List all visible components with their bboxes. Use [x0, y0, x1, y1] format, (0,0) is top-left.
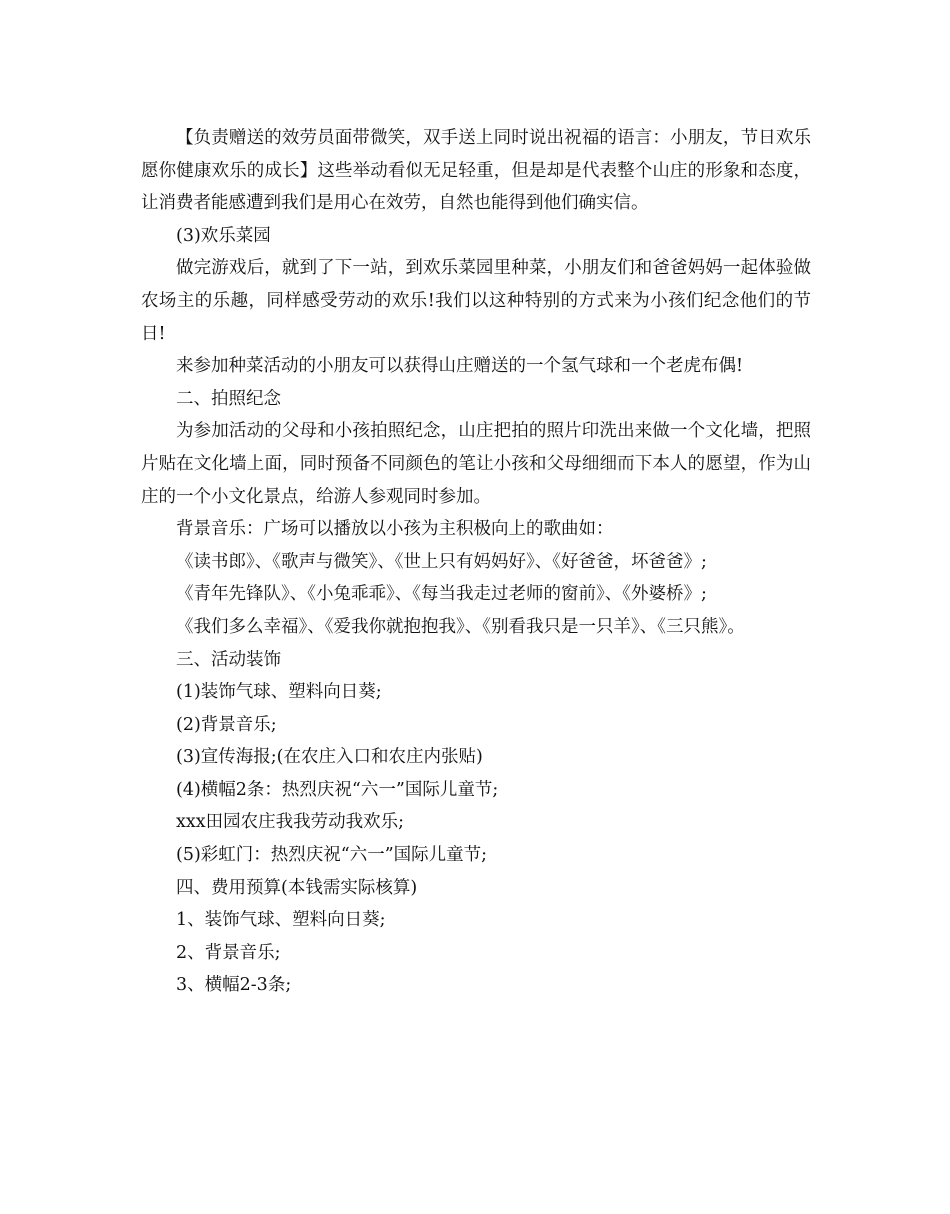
- decoration-item-5: (5)彩虹门：热烈庆祝“六一”国际儿童节;: [176, 845, 488, 866]
- heading-happy-garden: (3)欢乐菜园: [176, 225, 271, 246]
- budget-item-1: 1、装饰气球、塑料向日葵;: [176, 910, 386, 931]
- paragraph-background-music: 背景音乐：广场可以播放以小孩为主积极向上的歌曲如：: [176, 519, 614, 540]
- decoration-item-2: (2)背景音乐;: [176, 714, 277, 735]
- budget-item-3: 3、横幅2-3条;: [176, 975, 292, 996]
- heading-decoration: 三、活动装饰: [176, 649, 281, 670]
- decoration-item-4: (4)横幅2条：热烈庆祝“六一”国际儿童节;: [176, 779, 499, 800]
- song-list-line-2: 《青年先锋队》、《小兔乖乖》、《每当我走过老师的窗前》、《外婆桥》;: [176, 584, 707, 605]
- budget-item-2: 2、背景音乐;: [176, 942, 281, 963]
- document-body: [141, 122, 811, 1002]
- heading-budget: 四、费用预算(本钱需实际核算): [176, 877, 418, 898]
- paragraph-garden-planting: 做完游戏后，就到了下一站，到欢乐菜园里种菜，小朋友们和爸爸妈妈一起体验做农场主的乐趣，同样感受劳动的欢乐!我们以这种特别的方式来为小孩们纪念他们的节日!: [141, 258, 811, 344]
- heading-photo-memory: 二、拍照纪念: [176, 388, 281, 409]
- paragraph-gift-service: 【负责赠送的效劳员面带微笑，双手送上同时说出祝福的语言：小朋友，节日欢乐愿你健康欢乐的成长】这些举动看似无足轻重，但是却是代表整个山庄的形象和态度，让消费者能感遭到我们是用心在效劳，自然也能得到他们确实信。: [141, 128, 811, 214]
- song-list-line-1: 《读书郎》、《歌声与微笑》、《世上只有妈妈好》、《好爸爸，坏爸爸》;: [176, 551, 707, 572]
- decoration-item-3: (3)宣传海报;(在农庄入口和农庄内张贴): [176, 747, 483, 768]
- decoration-item-1: (1)装饰气球、塑料向日葵;: [176, 682, 382, 703]
- decoration-item-4-banner-2: xxx田园农庄我我劳动我欢乐;: [176, 812, 405, 833]
- paragraph-garden-gift: 来参加种菜活动的小朋友可以获得山庄赠送的一个氢气球和一个老虎布偶!: [176, 356, 744, 377]
- paragraph-photo-wall: 为参加活动的父母和小孩拍照纪念，山庄把拍的照片印洗出来做一个文化墙，把照片贴在文化墙上面，同时预备不同颜色的笔让小孩和父母细细而下本人的愿望，作为山庄的一个小文化景点，给游人参观同时参加。: [141, 421, 811, 507]
- song-list-line-3: 《我们多么幸福》、《爱我你就抱抱我》、《别看我只是一只羊》、《三只熊》。: [176, 616, 745, 637]
